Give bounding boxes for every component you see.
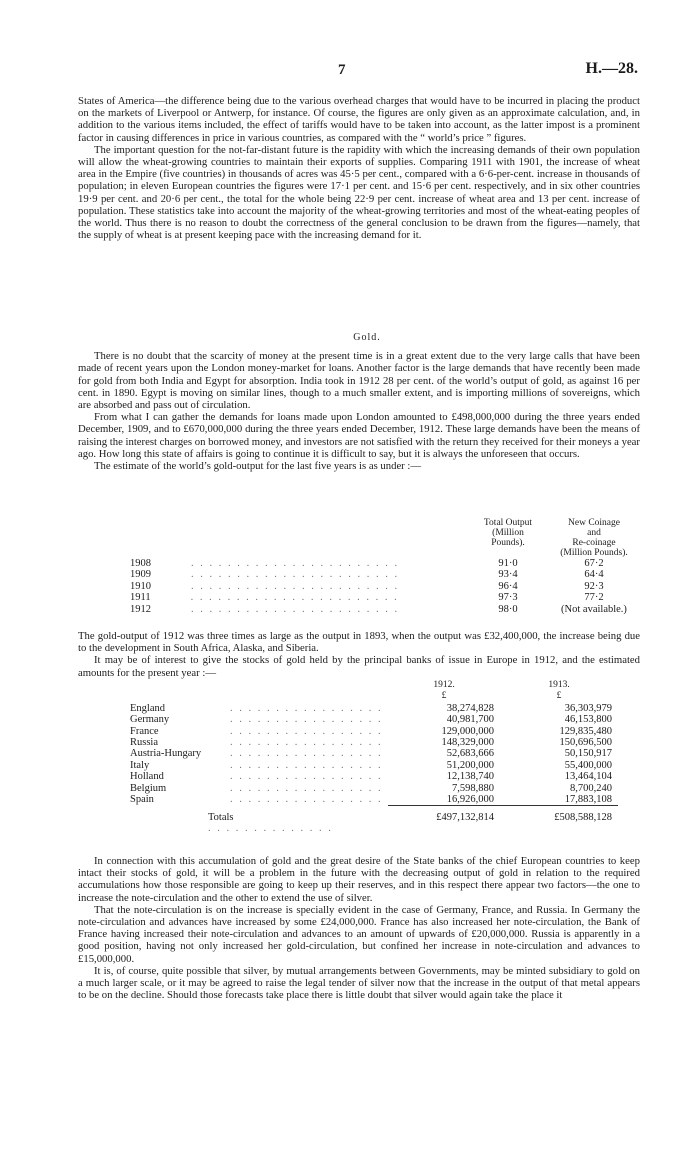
unit-1912: £ <box>441 691 447 702</box>
total-1913: £508,588,128 <box>554 811 612 823</box>
totals-label: Totals <box>208 811 234 823</box>
gold-stocks-table <box>78 680 640 835</box>
col-header-total-3: Pounds). <box>491 538 525 548</box>
gold-output-commentary <box>78 630 640 679</box>
col-header-total-1: Total Output <box>483 518 533 528</box>
value-1913-cell: 55,400,000 <box>564 759 612 771</box>
total-cell: 98·0 <box>498 603 518 615</box>
table-row: Germany . . . . . . . . . . . . . . . . . 40,981,700 46,153,800 <box>78 714 618 725</box>
value-1913-cell: 17,883,108 <box>564 794 612 806</box>
paragraph: The important question for the not-far-distant future is the rapidity with which the increasing demands of their own population will allow the wheat-growing countries to maintain their exports of supplies. Comparing 1911 with 1901, the increase of wheat area in the Empire (five countries) in thousands of acres was 45·5 per cent., compared with a 6·6-per-cent. increase in thousands of population; in eleven European countries the figures were 17·1 per cent. and 15·6 per cent. respectively, and in six other countries 19·9 per cent. and 20·6 per cent., the total for the whole being 22·9 per cent. increase of wheat area and 13 per cent. increase of population. These statistics take into account the majority of the wheat-growing territories and most of the wheat-eating peoples of the world. Thus there is no reason to doubt the correctness of the general conclusion to be drawn from the figures—namely, that the supply of wheat is at present keeping pace with the increasing demand for it. <box>78 143 640 242</box>
country-cell: Belgium <box>130 782 167 794</box>
total-1912: £497,132,814 <box>436 811 494 823</box>
value-1912-cell: 40,981,700 <box>446 714 494 726</box>
table-row: Spain . . . . . . . . . . . . . . . . . 16,926,000 17,883,108 <box>78 794 618 806</box>
value-1912-cell: 129,000,000 <box>441 725 494 737</box>
value-1912-cell: 16,926,000 <box>446 794 494 806</box>
unit-1913: £ <box>556 691 562 702</box>
country-cell: France <box>130 725 159 737</box>
table-row: Italy . . . . . . . . . . . . . . . . . 51,200,000 55,400,000 <box>78 760 618 771</box>
year-cell: 1908 <box>130 558 151 569</box>
table-row: 1910 . . . . . . . . . . . . . . . . . . . . . . . 96·4 92·3 <box>78 581 640 592</box>
coinage-cell: 64·4 <box>584 569 604 581</box>
country-cell: Austria-Hungary <box>130 748 202 760</box>
table-row: 1909 . . . . . . . . . . . . . . . . . . . . . . . 93·4 64·4 <box>78 569 640 580</box>
value-1912-cell: 38,274,828 <box>446 702 494 714</box>
country-cell: England <box>130 702 165 714</box>
country-cell: Germany <box>130 714 170 726</box>
value-1913-cell: 36,303,979 <box>564 702 612 714</box>
year-cell: 1910 <box>130 580 151 592</box>
table-row: 1911 . . . . . . . . . . . . . . . . . . . . . . . 97·3 77·2 <box>78 592 640 603</box>
country-cell: Holland <box>130 771 164 783</box>
wheat-section <box>78 95 640 241</box>
value-1912-cell: 52,683,666 <box>446 748 494 760</box>
value-1913-cell: 50,150,917 <box>564 748 612 760</box>
col-header-total-2: (Million <box>492 528 524 538</box>
value-1913-cell: 46,153,800 <box>564 714 612 726</box>
col-header-1913: 1913. <box>548 680 570 690</box>
coinage-cell: 77·2 <box>584 592 604 604</box>
paragraph: In connection with this accumulation of gold and the great desire of the State banks of the chief European countries to keep intact their stocks of gold, it will be a problem in the future with the decreasing output of gold in relation to the required accumulations how those responsible are going to keep up their reserves, and in this respect there appear two factors—the one to increase the note-circulation and the other to extend the use of silver. <box>78 855 640 904</box>
gold-output-table <box>78 518 640 615</box>
table-row: 1908 . . . . . . . . . . . . . . . . . . . . . . . 91·0 67·2 <box>78 558 640 569</box>
col-header-1912: 1912. <box>433 680 455 690</box>
coinage-cell: 67·2 <box>584 558 604 569</box>
value-1912-cell: 7,598,880 <box>452 782 494 794</box>
country-cell: Spain <box>130 794 154 806</box>
paragraph: The gold-output of 1912 was three times as large as the output in 1893, when the output was £32,400,000, the increase being due to the development in South Africa, Alaska, and Siberia. <box>78 630 640 655</box>
paragraph: From what I can gather the demands for loans made upon London amounted to £498,000,000 during the three years ended December, 1909, and to £670,000,000 during the three years ended December, 1912. These large demands have been the means of raising the interest charges on borrowed money, and investors are not satisfied with the return they received for their moneys a year ago. How long this state of affairs is going to continue it is difficult to say, but it is always the unforeseen that occurs. <box>78 411 640 460</box>
year-cell: 1912 <box>130 603 151 615</box>
table-row: England . . . . . . . . . . . . . . . . . 38,274,828 36,303,979 <box>78 703 618 714</box>
table-row: Austria-Hungary . . . . . . . . . . . . . . . . . 52,683,666 50,150,917 <box>78 748 618 759</box>
value-1912-cell: 148,329,000 <box>441 737 494 749</box>
country-cell: Russia <box>130 737 159 749</box>
paragraph: The estimate of the world’s gold-output for the last five years is as under :— <box>94 460 422 473</box>
paragraph: States of America—the difference being due to the various overhead charges that would have to be incurred in placing the product on the markets of Liverpool or Antwerp, for instance. Of course, the figures are only given as an approximate calculation, and, in addition to the various items included, the effect of tariffs would have to be taken into account, as the latter impost is a prominent factor in causing differences in price in various countries, as compared with the “ world’s price ” figures. <box>78 95 640 144</box>
paragraph: There is no doubt that the scarcity of money at the present time is in a great extent due to the very large calls that have been made of recent years upon the London money-market for loans. Another factor is the large demands that have recently been made for gold from both India and Egypt for absorption. India took in 1912 28 per cent. of the world’s output of gold, as against 16 per cent. in 1890. Egypt is moving on similar lines, though to a much smaller extent, and is importing millions of sovereigns, which are absorbed and pass out of circulation. <box>78 350 640 412</box>
coinage-cell: 92·3 <box>584 580 604 592</box>
gold-section <box>78 332 640 472</box>
section-heading-gold: Gold. <box>353 332 381 343</box>
note-circulation-section <box>78 855 640 1001</box>
col-header-coinage-2: and <box>587 528 601 538</box>
value-1912-cell: 12,138,740 <box>446 771 494 783</box>
col-header-coinage-1: New Coinage <box>568 518 620 528</box>
table-row: 1912 . . . . . . . . . . . . . . . . . . . . . . . 98·0 (Not available.) <box>78 604 640 615</box>
table-row: Belgium . . . . . . . . . . . . . . . . . 7,598,880 8,700,240 <box>78 783 618 794</box>
coinage-cell: (Not available.) <box>561 603 627 615</box>
paragraph: It is, of course, quite possible that silver, by mutual arrangements between Governments, may be minted subsidiary to gold on a much larger scale, or it may be agreed to raise the legal tender of silver now that the increase in the output of that metal appears to be on the decline. Should those forecasts take place there is little doubt that silver would again take the place it <box>78 964 640 1002</box>
col-header-coinage-3: Re-coinage <box>572 538 616 548</box>
paragraph: That the note-circulation is on the increase is specially evident in the case of Germany, France, and Russia. In Germany the note-circulation and advances have increased by some £24,000,000. France has also increased her note-circulation, the Bank of France having increased their note-circulation and advances to an amount of upwards of £20,000,000. Russia is apparently in a good position, having not only increased her gold-circulation, but confined her increase in note-circulation and advances to £15,000,000. <box>78 903 640 965</box>
value-1913-cell: 129,835,480 <box>559 725 612 737</box>
value-1913-cell: 8,700,240 <box>570 782 612 794</box>
page-number: 7 <box>338 62 346 78</box>
value-1913-cell: 150,696,500 <box>559 737 612 749</box>
country-cell: Italy <box>130 759 150 771</box>
total-cell: 96·4 <box>498 580 518 592</box>
document-code: H.—28. <box>585 60 638 77</box>
col-header-coinage-4: (Million Pounds). <box>560 548 628 558</box>
table-row: Holland . . . . . . . . . . . . . . . . . 12,138,740 13,464,104 <box>78 771 618 782</box>
paragraph: It may be of interest to give the stocks of gold held by the principal banks of issue in Europe in 1912, and the estimated amounts for the present year :— <box>78 654 640 679</box>
year-cell: 1909 <box>130 569 151 581</box>
table-row: France . . . . . . . . . . . . . . . . . 129,000,000 129,835,480 <box>78 726 618 737</box>
table-row: Russia . . . . . . . . . . . . . . . . . 148,329,000 150,696,500 <box>78 737 618 748</box>
total-cell: 91·0 <box>498 558 518 569</box>
total-cell: 97·3 <box>498 592 518 604</box>
value-1913-cell: 13,464,104 <box>564 771 612 783</box>
value-1912-cell: 51,200,000 <box>446 759 494 771</box>
year-cell: 1911 <box>130 592 151 604</box>
totals-row: Totals. . . . . . . . . . . . . . £497,132,814 £508,588,128 <box>78 812 618 835</box>
total-cell: 93·4 <box>498 569 518 581</box>
